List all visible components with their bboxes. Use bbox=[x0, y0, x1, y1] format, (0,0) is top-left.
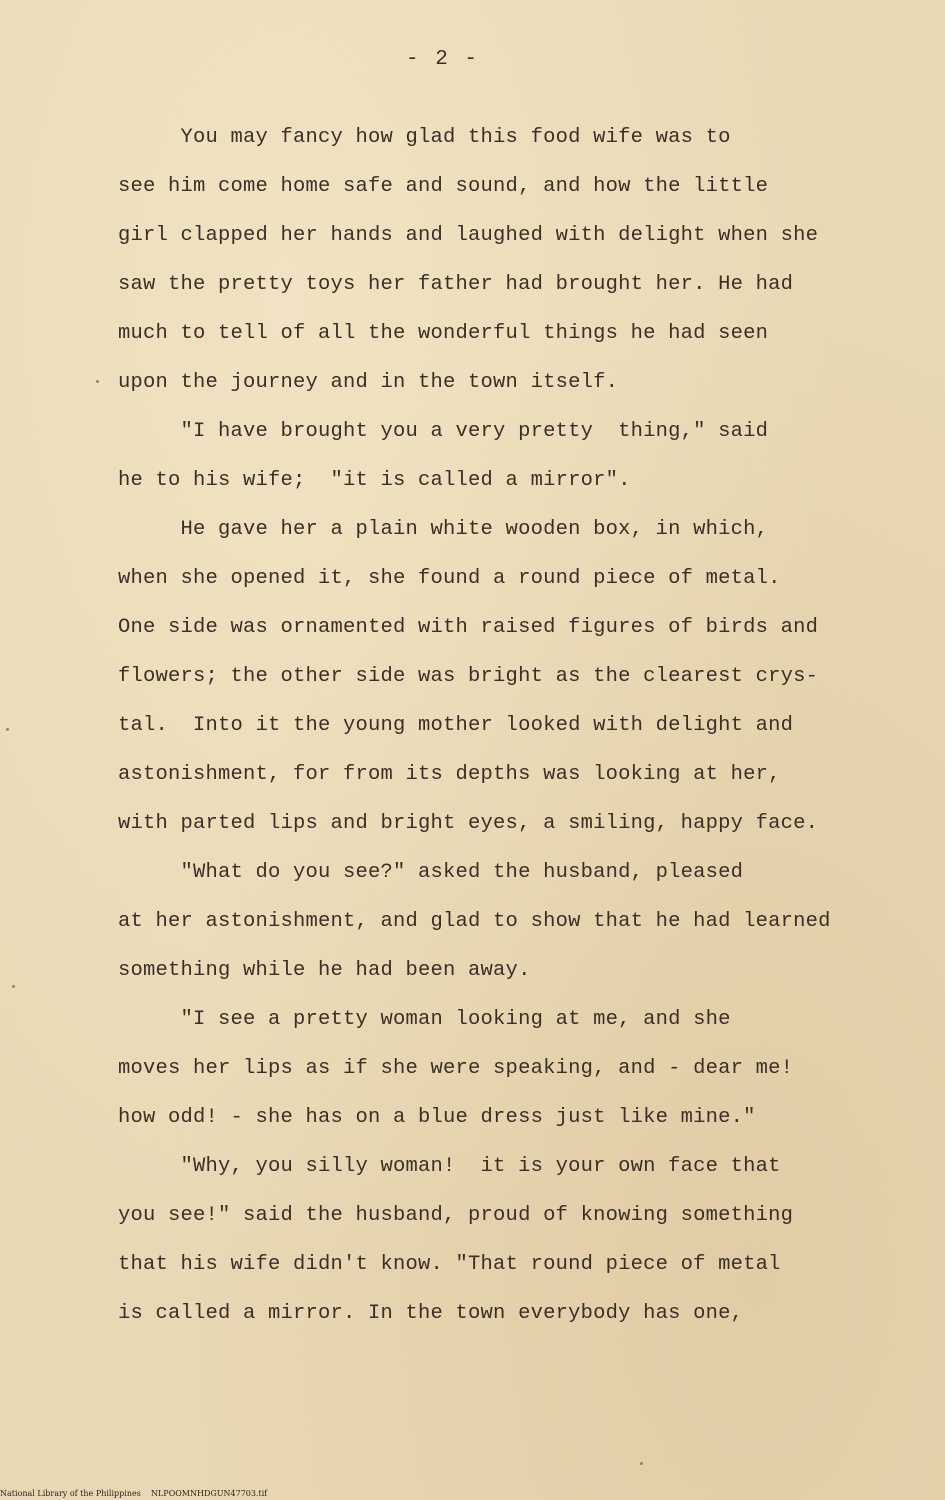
text-line: He gave her a plain white wooden box, in which, bbox=[118, 518, 769, 541]
text-line: when she opened it, she found a round piece of metal. bbox=[118, 567, 781, 590]
text-line: flowers; the other side was bright as the clearest crys- bbox=[118, 665, 819, 688]
text-line: "I see a pretty woman looking at me, and she bbox=[118, 1008, 731, 1031]
text-line: girl clapped her hands and laughed with delight when she bbox=[118, 224, 819, 247]
paper-speck bbox=[96, 380, 99, 383]
text-line: saw the pretty toys her father had brought her. He had bbox=[118, 273, 794, 296]
archive-footer: National Library of the Philippines NLPOOMNHDGUN47703.tif bbox=[0, 1489, 268, 1498]
text-line: with parted lips and bright eyes, a smiling, happy face. bbox=[118, 812, 819, 835]
text-line: how odd! - she has on a blue dress just like mine." bbox=[118, 1106, 756, 1129]
text-line: much to tell of all the wonderful things he had seen bbox=[118, 322, 769, 345]
text-line: astonishment, for from its depths was looking at her, bbox=[118, 763, 781, 786]
text-line: see him come home safe and sound, and how the little bbox=[118, 175, 769, 198]
text-line: tal. Into it the young mother looked with delight and bbox=[118, 714, 794, 737]
text-line: One side was ornamented with raised figures of birds and bbox=[118, 616, 819, 639]
text-line: is called a mirror. In the town everybody has one, bbox=[118, 1302, 744, 1325]
text-line: upon the journey and in the town itself. bbox=[118, 371, 619, 394]
page-number: - 2 - bbox=[405, 48, 479, 71]
text-line: he to his wife; "it is called a mirror". bbox=[118, 469, 631, 492]
text-line: at her astonishment, and glad to show that he had learned bbox=[118, 910, 831, 933]
body-text bbox=[118, 118, 838, 1343]
text-line: "What do you see?" asked the husband, pleased bbox=[118, 861, 744, 884]
paper-speck bbox=[12, 985, 15, 988]
paper-speck bbox=[6, 728, 9, 731]
paper-speck bbox=[640, 1462, 643, 1465]
text-line: something while he had been away. bbox=[118, 959, 531, 982]
text-line: "I have brought you a very pretty thing," said bbox=[118, 420, 769, 443]
text-line: moves her lips as if she were speaking, and - dear me! bbox=[118, 1057, 794, 1080]
text-line: you see!" said the husband, proud of knowing something bbox=[118, 1204, 794, 1227]
text-line: You may fancy how glad this food wife was to bbox=[118, 126, 731, 149]
text-line: "Why, you silly woman! it is your own face that bbox=[118, 1155, 781, 1178]
text-line: that his wife didn't know. "That round piece of metal bbox=[118, 1253, 781, 1276]
